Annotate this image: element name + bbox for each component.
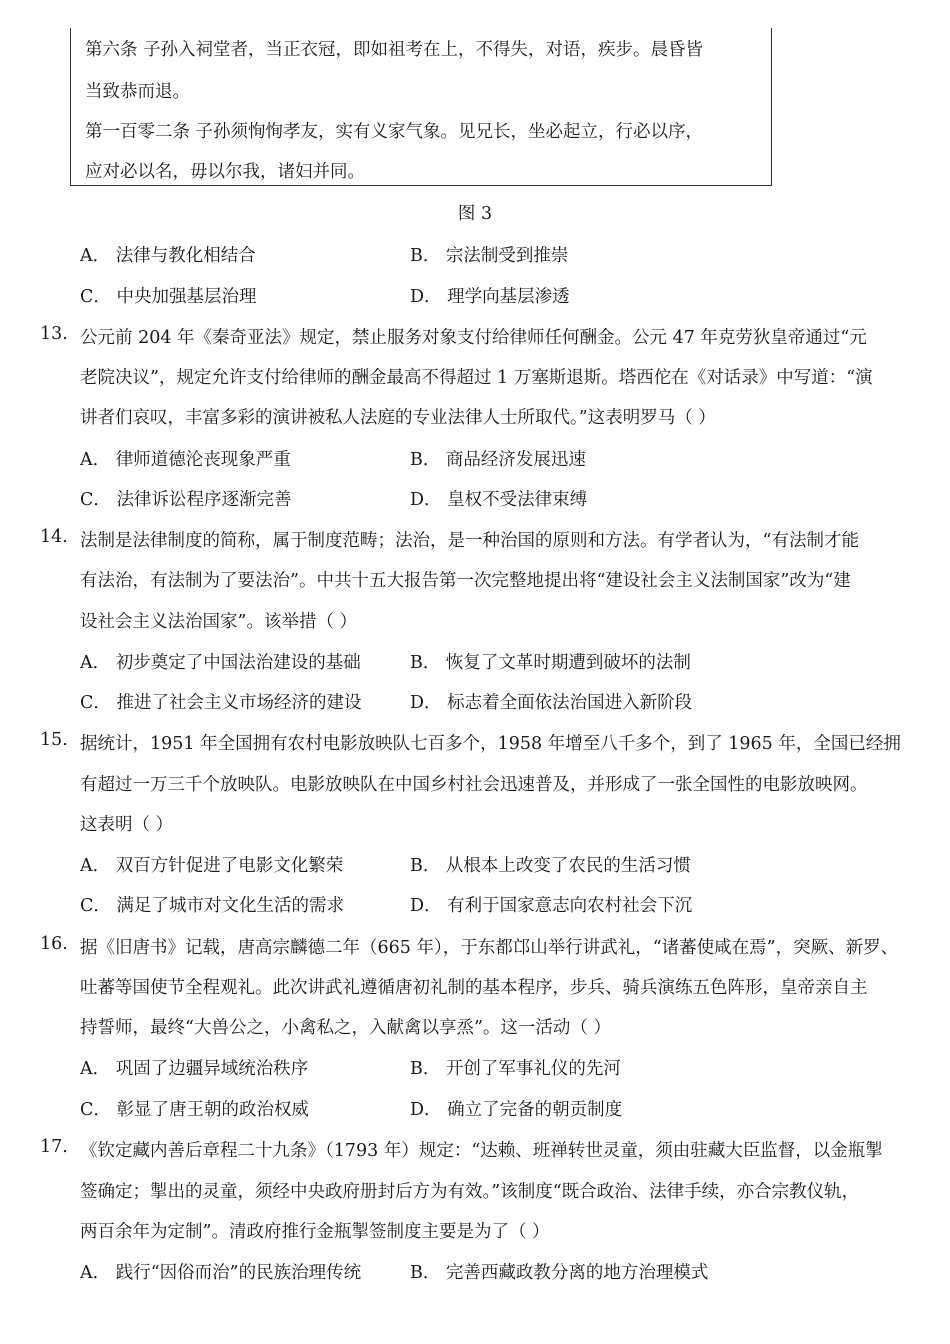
question-text-line: 吐蕃等国使节全程观礼。此次讲武礼遵循唐初礼制的基本程序，步兵、骑兵演练五色阵形，皇帝亲自主 (80, 978, 868, 998)
q13-option-d: D． 皇权不受法律束缚 (410, 490, 588, 510)
q14-option-d: D． 标志着全面依法治国进入新阶段 (410, 693, 693, 713)
q16-option-b: B． 开创了军事礼仪的先河 (410, 1059, 621, 1079)
q13-option-a: A． 律师道德沦丧现象严重 (80, 450, 291, 470)
q16-option-c: C． 彰显了唐王朝的政治权威 (80, 1100, 309, 1120)
q12-option-b: B． 宗法制受到推崇 (410, 246, 569, 266)
box-line: 第六条 子孙入祠堂者，当正衣冠，即如祖考在上，不得失，对语，疾步。晨昏皆 (85, 40, 704, 60)
q14-option-c: C． 推进了社会主义市场经济的建设 (80, 693, 362, 713)
question-text-line: 这表明（ ） (80, 815, 174, 835)
question-text-line: 持誓师，最终“大兽公之，小禽私之，入献禽以享烝”。这一活动（ ） (80, 1018, 611, 1038)
question-text-line: 有超过一万三千个放映队。电影放映队在中国乡村社会迅速普及，并形成了一张全国性的电影放映网。 (80, 775, 868, 795)
q13-option-b: B． 商品经济发展迅速 (410, 450, 586, 470)
question-text-line: 据统计，1951 年全国拥有农村电影放映队七百多个，1958 年增至八千多个，到了 1965 年，全国已经拥 (80, 734, 901, 754)
q13-option-c: C． 法律诉讼程序逐渐完善 (80, 490, 292, 510)
question-text-line: 老院决议”，规定允许支付给律师的酬金最高不得超过 1 万塞斯退斯。塔西佗在《对话录》中写道：“演 (80, 368, 873, 388)
box-line: 应对必以名，毋以尔我，诸妇并同。 (85, 162, 365, 182)
box-line: 当致恭而退。 (85, 82, 190, 102)
question-text-line: 两百余年为定制”。清政府推行金瓶掣签制度主要是为了（ ） (80, 1222, 550, 1242)
q12-option-d: D． 理学向基层渗透 (410, 287, 570, 307)
question-number: 15. (40, 730, 68, 750)
question-number: 16. (40, 934, 68, 954)
q15-option-d: D． 有利于国家意志向农村社会下沉 (410, 896, 693, 916)
question-number: 17. (40, 1137, 68, 1157)
q16-option-d: D． 确立了完备的朝贡制度 (410, 1100, 623, 1120)
question-text-line: 公元前 204 年《秦奇亚法》规定，禁止服务对象支付给律师任何酬金。公元 47 年克劳狄皇帝通过“元 (80, 328, 867, 348)
q12-option-a: A． 法律与教化相结合 (80, 246, 256, 266)
question-number: 14. (40, 527, 68, 547)
question-text-line: 设社会主义法治国家”。该举措（ ） (80, 612, 358, 632)
q15-option-a: A． 双百方针促进了电影文化繁荣 (80, 856, 344, 876)
figure-caption: 图 3 (457, 204, 493, 224)
question-text-line: 讲者们哀叹，丰富多彩的演讲被私人法庭的专业法律人士所取代。”这表明罗马（ ） (80, 408, 716, 428)
q17-option-a: A． 践行“因俗而治”的民族治理传统 (80, 1263, 362, 1283)
question-text-line: 《钦定藏内善后章程二十九条》（1793 年）规定：“达赖、班禅转世灵童，须由驻藏大臣监督，以金瓶掣 (80, 1141, 883, 1161)
question-text-line: 有法治，有法制为了要法治”。中共十五大报告第一次完整地提出将“建设社会主义法制国家”改为“建 (80, 571, 851, 591)
q15-option-c: C． 满足了城市对文化生活的需求 (80, 896, 344, 916)
box-line: 第一百零二条 子孙须恂恂孝友，实有义家气象。见兄长，坐必起立，行必以序， (85, 122, 704, 142)
question-text-line: 法制是法律制度的简称，属于制度范畴；法治，是一种治国的原则和方法。有学者认为，“有法制才能 (80, 531, 859, 551)
question-text-line: 签确定；掣出的灵童，须经中央政府册封后方为有效。”该制度“既合政治、法律手续，亦合宗教仪轨， (80, 1182, 860, 1202)
question-text-line: 据《旧唐书》记载，唐高宗麟德二年（665 年），于东都邙山举行讲武礼，“诸蕃使咸在焉”，突厥、新罗、 (80, 938, 899, 958)
q15-option-b: B． 从根本上改变了农民的生活习惯 (410, 856, 691, 876)
q14-option-a: A． 初步奠定了中国法治建设的基础 (80, 653, 361, 673)
q12-option-c: C． 中央加强基层治理 (80, 287, 257, 307)
q14-option-b: B． 恢复了文革时期遭到破坏的法制 (410, 653, 691, 673)
q16-option-a: A． 巩固了边疆异域统治秩序 (80, 1059, 309, 1079)
question-number: 13. (40, 324, 68, 344)
q17-option-b: B． 完善西藏政教分离的地方治理模式 (410, 1263, 709, 1283)
quoted-material-box (70, 28, 772, 186)
